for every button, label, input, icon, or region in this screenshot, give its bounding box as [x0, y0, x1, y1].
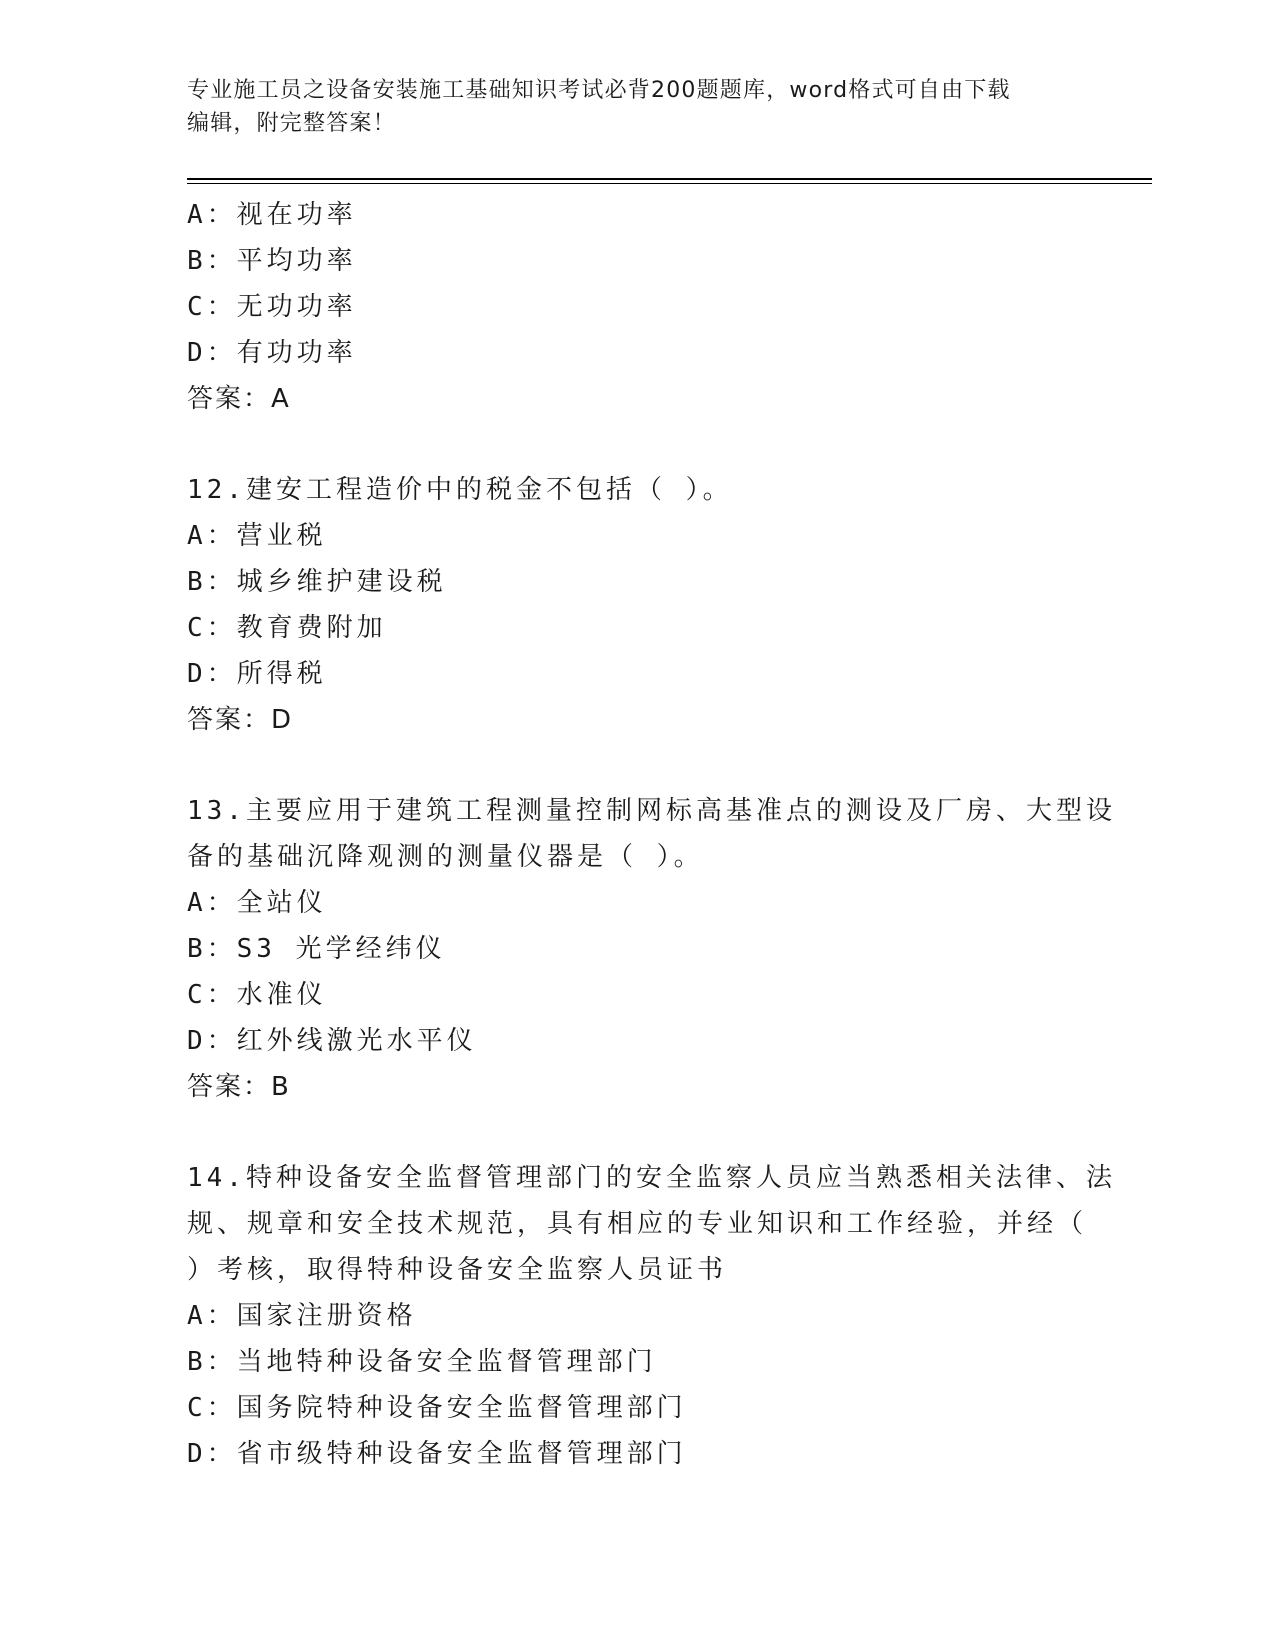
question-14 [187, 1155, 1116, 1477]
header-line-2: 编辑，附完整答案！ [187, 111, 396, 136]
document-header [187, 74, 1087, 140]
option-c: C：教育费附加 [187, 613, 387, 643]
question-stem-line-1: 14.特种设备安全监督管理部门的安全监察人员应当熟悉相关法律、法 [187, 1163, 1116, 1193]
header-line-1: 专业施工员之设备安装施工基础知识考试必背200题题库，word格式可自由下载 [187, 78, 1011, 103]
question-stem-line-3: ）考核，取得特种设备安全监察人员证书 [187, 1255, 728, 1285]
option-b: B：S3 光学经纬仪 [187, 934, 446, 964]
question-stem-line-2: 规、规章和安全技术规范，具有相应的专业知识和工作经验，并经（ [187, 1209, 1088, 1239]
question-content [187, 192, 1116, 1477]
question-stem: 12.建安工程造价中的税金不包括（ ）。 [187, 475, 733, 505]
option-d: D：红外线激光水平仪 [187, 1026, 477, 1056]
option-a: A：营业税 [187, 521, 327, 551]
option-a: A：全站仪 [187, 888, 327, 918]
question-stem-line-2: 备的基础沉降观测的测量仪器是（ ）。 [187, 842, 704, 872]
option-c: C：水准仪 [187, 980, 327, 1010]
option-a: A：视在功率 [187, 200, 357, 230]
option-d: D：有功功率 [187, 338, 357, 368]
header-divider-thin [187, 183, 1152, 184]
option-c: C：国务院特种设备安全监督管理部门 [187, 1393, 687, 1423]
option-b: B：平均功率 [187, 246, 357, 276]
option-d: D：所得税 [187, 659, 327, 689]
option-b: B：当地特种设备安全监督管理部门 [187, 1347, 657, 1377]
question-stem-line-1: 13.主要应用于建筑工程测量控制网标高基准点的测设及厂房、大型设 [187, 796, 1116, 826]
option-c: C：无功功率 [187, 292, 357, 322]
option-a: A：国家注册资格 [187, 1301, 417, 1331]
answer-line: 答案：A [187, 384, 291, 414]
question-11 [187, 192, 1087, 422]
question-12 [187, 467, 1087, 743]
answer-line: 答案：B [187, 1072, 291, 1102]
question-13 [187, 788, 1116, 1110]
option-d: D：省市级特种设备安全监督管理部门 [187, 1439, 687, 1469]
option-b: B：城乡维护建设税 [187, 567, 447, 597]
answer-line: 答案：D [187, 705, 294, 735]
header-divider-thick [187, 178, 1152, 180]
